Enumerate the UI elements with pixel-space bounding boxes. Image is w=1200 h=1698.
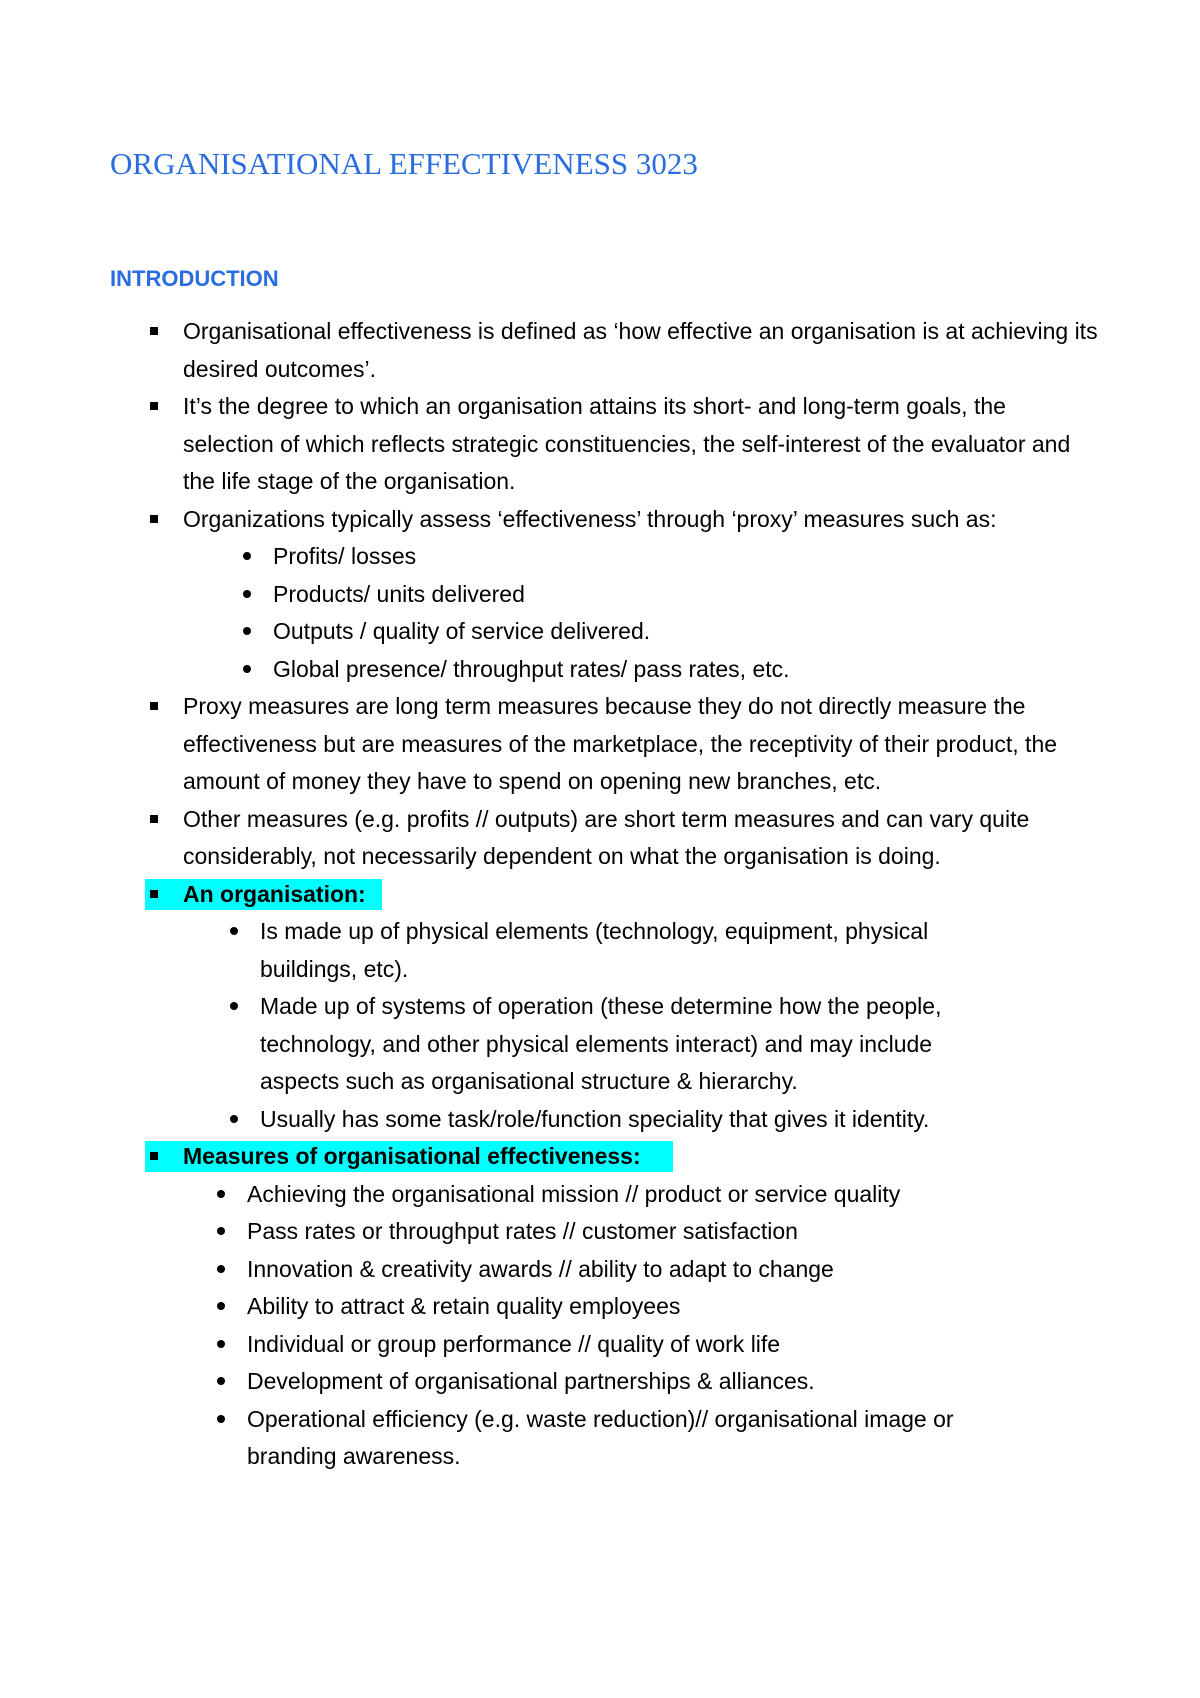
list-item: Usually has some task/role/function speciality that gives it identity. — [260, 1101, 1100, 1139]
list-item: Pass rates or throughput rates // customer satisfaction — [247, 1213, 1100, 1251]
document-body — [0, 313, 1200, 1476]
list-item: Operational efficiency (e.g. waste reduction)// organisational image or branding awareness. — [247, 1401, 1100, 1476]
list-item: Made up of systems of operation (these determine how the people, technology, and other physical elements interact) and may include aspects such as organisational structure & hierarchy. — [260, 988, 1100, 1101]
section-heading-introduction: INTRODUCTION — [110, 266, 279, 291]
organisation-list — [260, 913, 1100, 1138]
list-item: Proxy measures are long term measures because they do not directly measure the effectiveness but are measures of the marketplace, the receptivity of their product, the amount of money they have to spend on opening new branches, etc. — [0, 688, 1200, 801]
measures-heading-item — [0, 1138, 1200, 1176]
main-bullet-list — [0, 313, 1200, 1476]
list-item: Individual or group performance // quality of work life — [247, 1326, 1100, 1364]
list-item: Organisational effectiveness is defined as ‘how effective an organisation is at achieving its desired outcomes’. — [0, 313, 1200, 388]
measures-list — [247, 1176, 1100, 1476]
list-item: Other measures (e.g. profits // outputs) are short term measures and can vary quite considerably, not necessarily dependent on what the organisation is doing. — [0, 801, 1200, 876]
measures-sublist-container — [0, 1176, 1200, 1476]
list-item: Global presence/ throughput rates/ pass rates, etc. — [273, 651, 1100, 689]
document-title: ORGANISATIONAL EFFECTIVENESS 3023 — [110, 146, 698, 181]
list-item: Profits/ losses — [273, 538, 1100, 576]
list-item — [0, 501, 1200, 689]
list-item: Innovation & creativity awards // ability to adapt to change — [247, 1251, 1100, 1289]
organisation-sublist-container — [0, 913, 1200, 1138]
list-item: It’s the degree to which an organisation attains its short- and long-term goals, the selection of which reflects strategic constituencies, the self-interest of the evaluator and the life stage of the organisation. — [0, 388, 1200, 501]
list-item: Is made up of physical elements (technology, equipment, physical buildings, etc). — [260, 913, 1100, 988]
list-item: Achieving the organisational mission // product or service quality — [247, 1176, 1100, 1214]
list-item: Development of organisational partnerships & alliances. — [247, 1363, 1100, 1401]
organisation-heading-item — [0, 876, 1200, 914]
proxy-measures-list — [273, 538, 1100, 688]
list-item: Ability to attract & retain quality employees — [247, 1288, 1100, 1326]
list-item: Outputs / quality of service delivered. — [273, 613, 1100, 651]
organisation-heading: An organisation: — [183, 880, 366, 907]
list-item: Products/ units delivered — [273, 576, 1100, 614]
measures-heading: Measures of organisational effectiveness: — [183, 1143, 641, 1169]
list-item-text: Organizations typically assess ‘effectiveness’ through ‘proxy’ measures such as: — [183, 505, 997, 532]
